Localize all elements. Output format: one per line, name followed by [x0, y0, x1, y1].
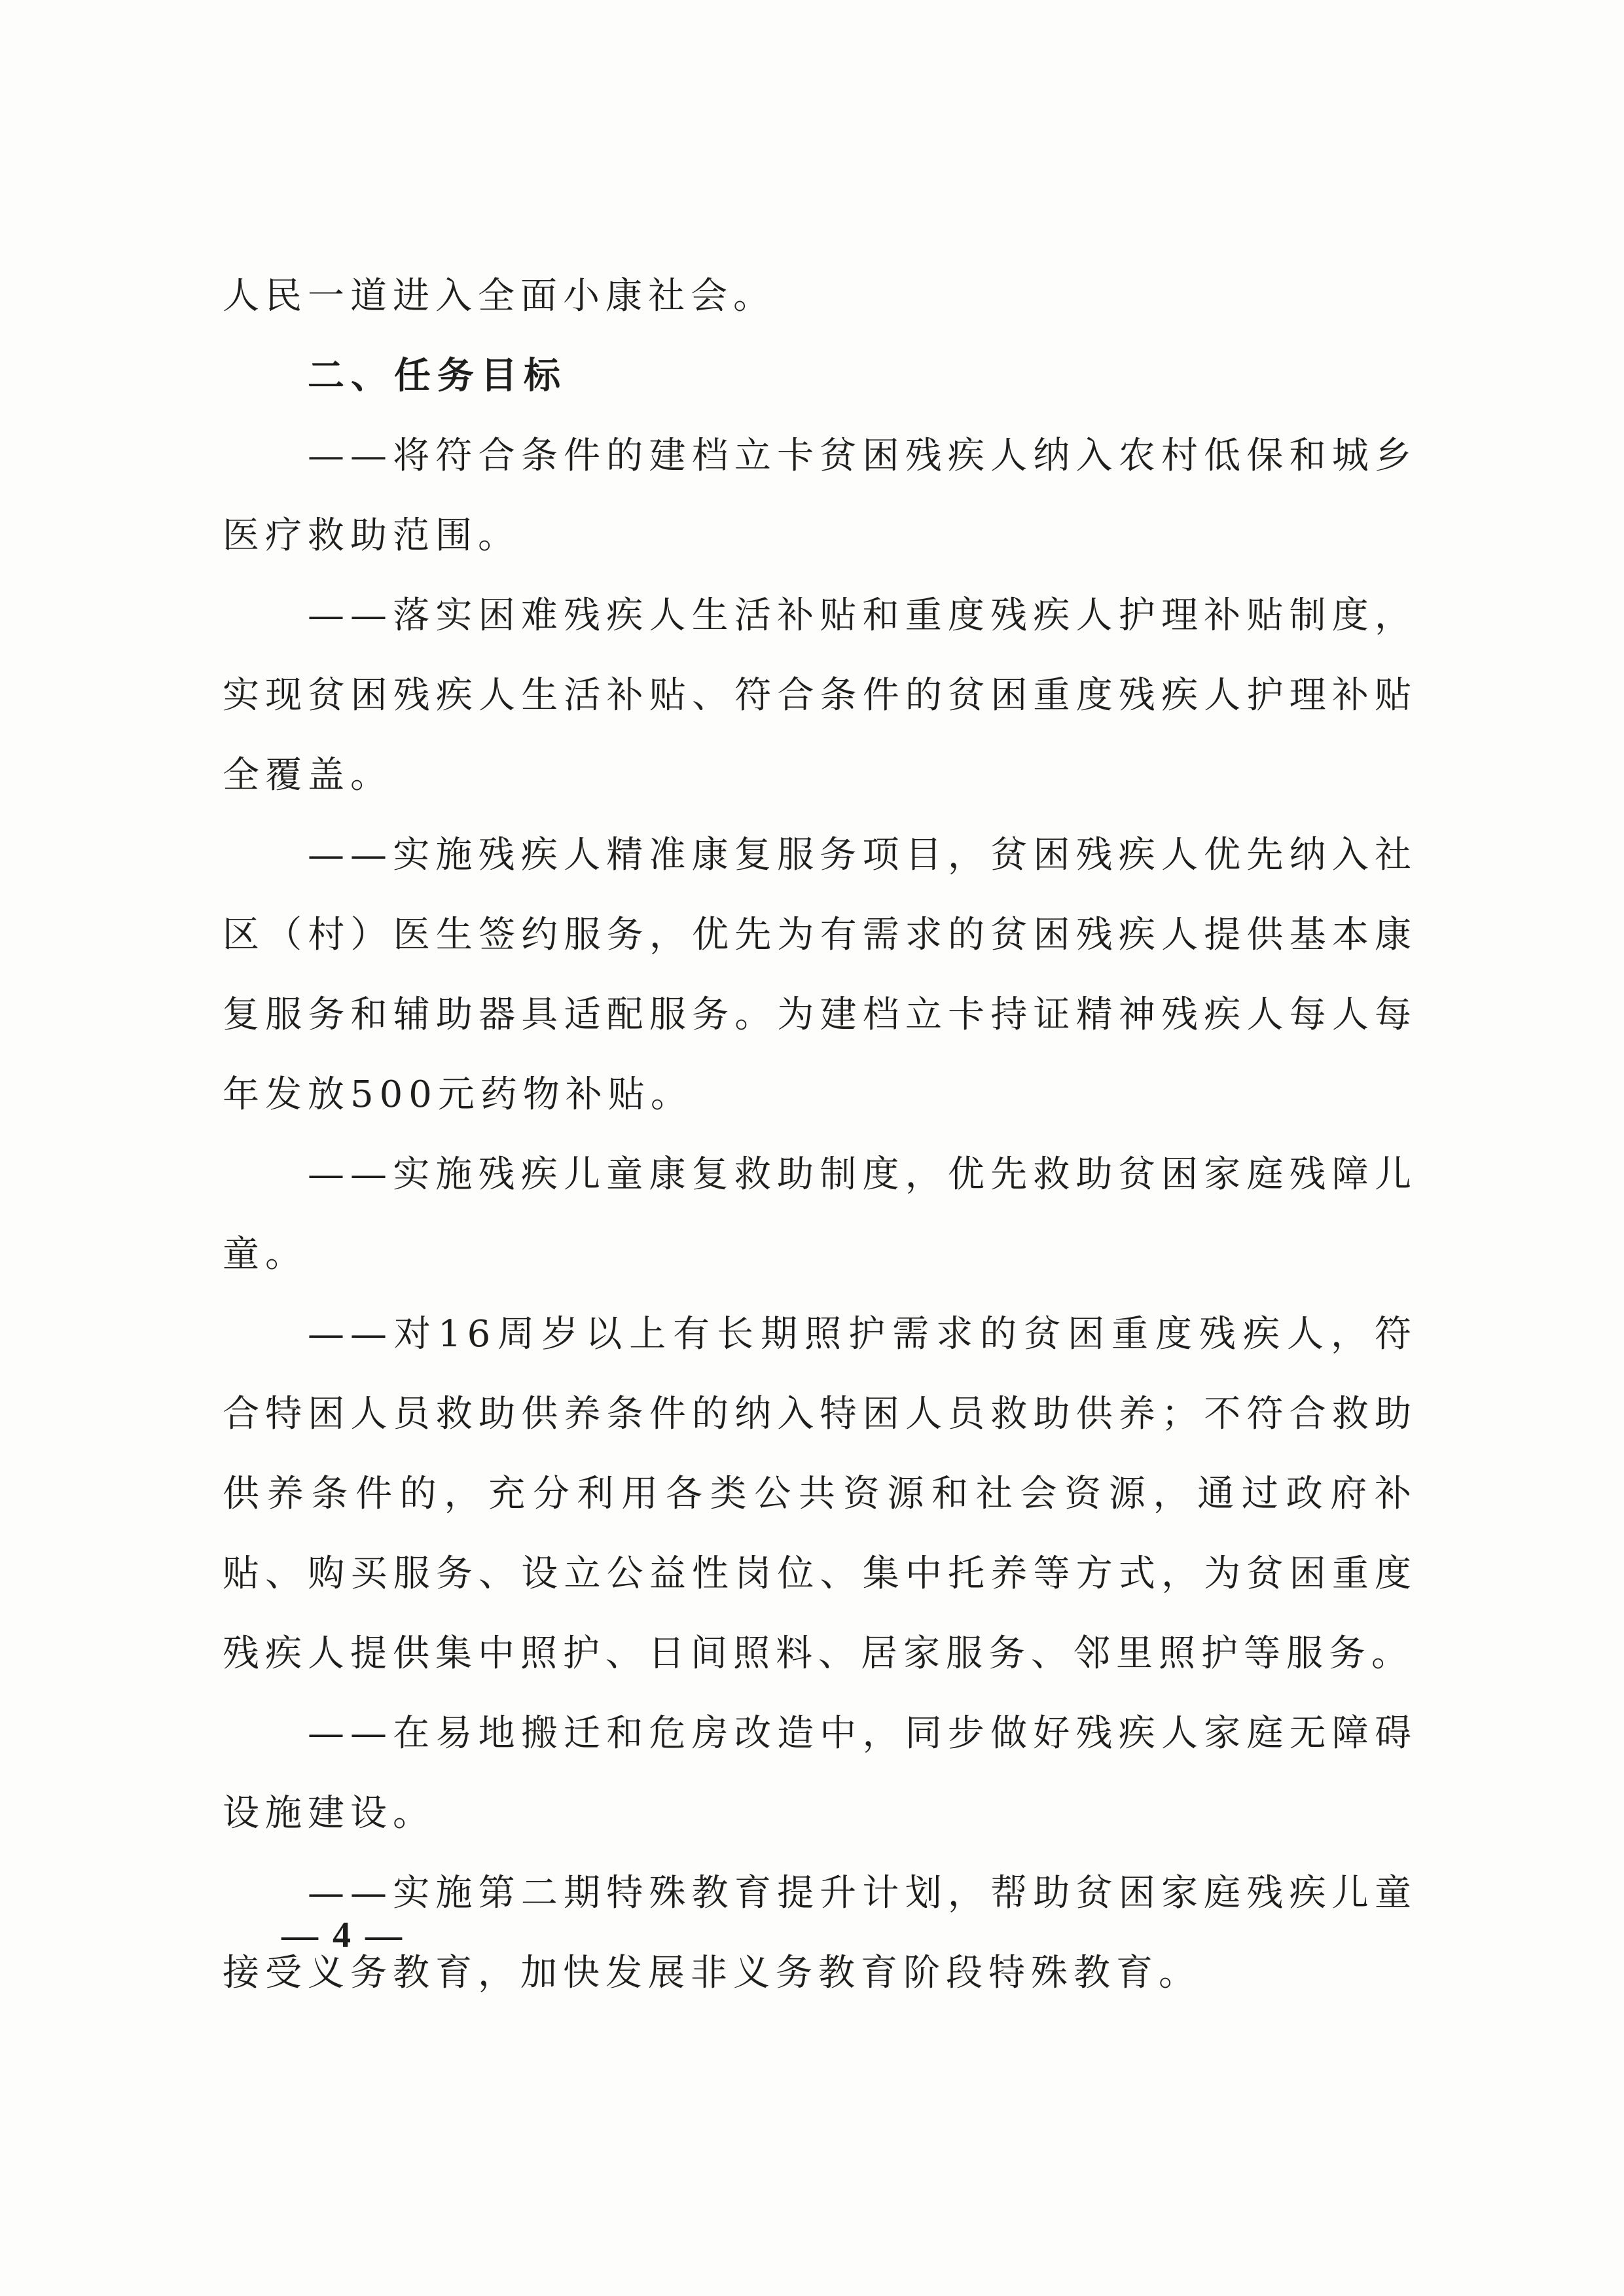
paragraph-goal-6: ——在易地搬迁和危房改造中，同步做好残疾人家庭无障碍设施建设。 [223, 1712, 1417, 1835]
section-heading-task-goals: 二、任务目标 [308, 355, 567, 397]
paragraph-goal-5: ——对16周岁以上有长期照护需求的贫困重度残疾人，符合特困人员救助供养条件的纳入特困人员救助供养；不符合救助供养条件的，充分利用各类公共资源和社会资源，通过政府补贴、购买服务、设立公益性岗位、集中托养等方式，为贫困重度残疾人提供集中照护、日间照料、居家服务、邻里照护等服务。 [223, 1313, 1417, 1675]
page-number: — 4 — [281, 1915, 405, 1956]
paragraph-continuation: 人民一道进入全面小康社会。 [223, 275, 776, 317]
paragraph-goal-7: ——实施第二期特殊教育提升计划，帮助贫困家庭残疾儿童接受义务教育，加快发展非义务教育阶段特殊教育。 [223, 1872, 1417, 1994]
paragraph-goal-4: ——实施残疾儿童康复救助制度，优先救助贫困家庭残障儿童。 [223, 1153, 1417, 1276]
paragraph-goal-2: ——落实困难残疾人生活补贴和重度残疾人护理补贴制度，实现贫困残疾人生活补贴、符合条件的贫困重度残疾人护理补贴全覆盖。 [223, 594, 1417, 797]
document-body [223, 257, 1417, 2013]
paragraph-goal-1: ——将符合条件的建档立卡贫困残疾人纳入农村低保和城乡医疗救助范围。 [223, 435, 1417, 557]
paragraph-goal-3: ——实施残疾人精准康复服务项目，贫困残疾人优先纳入社区（村）医生签约服务，优先为有需求的贫困残疾人提供基本康复服务和辅助器具适配服务。为建档立卡持证精神残疾人每人每年发放500元药物补贴。 [223, 834, 1417, 1116]
